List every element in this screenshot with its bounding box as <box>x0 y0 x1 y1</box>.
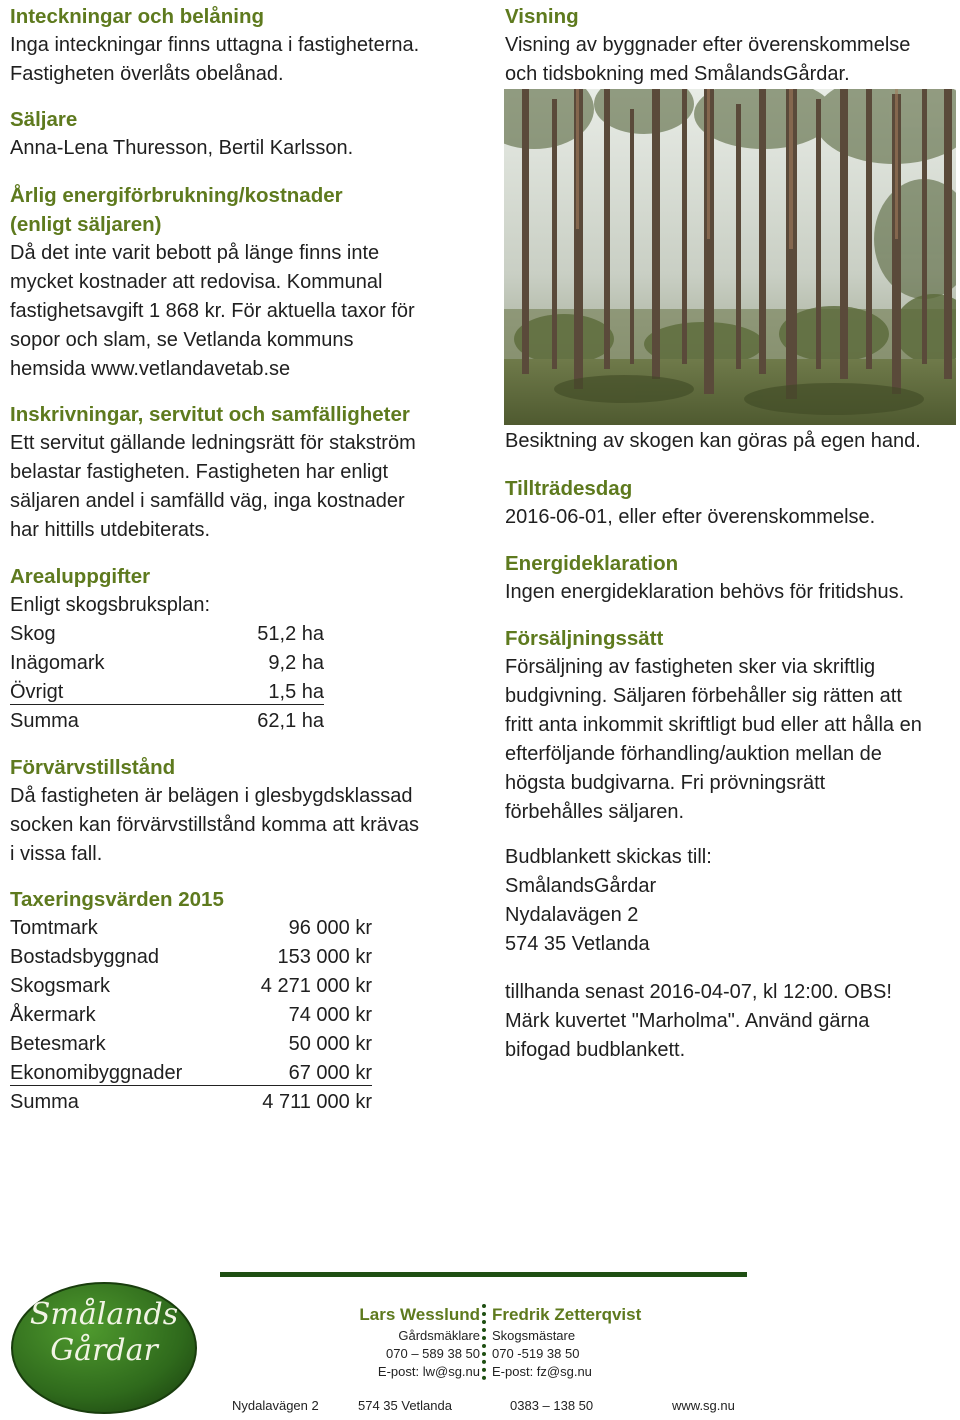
heading-energi: Årlig energiförbrukning/kostnader <box>10 184 343 207</box>
section-budblankett <box>505 843 957 959</box>
section-areal <box>10 562 340 736</box>
text-line: högsta budgivarna. Fri prövningsrätt <box>505 772 826 794</box>
heading-visning: Visning <box>505 5 579 28</box>
text-line: i vissa fall. <box>10 843 103 865</box>
heading-forvarv: Förvärvstillstånd <box>10 756 176 779</box>
taxering-label: Summa <box>10 1091 79 1113</box>
taxering-label: Ekonomibyggnader <box>10 1062 183 1084</box>
areal-value: 1,5 ha <box>268 681 324 703</box>
text-line: fritt anta inkommit skriftligt bud eller att hålla en <box>505 714 922 736</box>
areal-label: Skog <box>10 623 56 645</box>
agent-phone: 070 – 589 38 50 <box>386 1346 480 1361</box>
section-forvarv <box>10 753 490 869</box>
agent-card-fredrik <box>492 1303 692 1381</box>
agent-card-lars <box>330 1303 480 1381</box>
section-forsaljning <box>505 624 960 827</box>
agent-email[interactable]: E-post: lw@sg.nu <box>377 1364 480 1379</box>
smalands-gardar-logo <box>10 1281 198 1415</box>
agent-name: Lars Wesslund <box>359 1305 480 1324</box>
agent-email[interactable]: E-post: fz@sg.nu <box>492 1364 592 1379</box>
taxering-label: Skogsmark <box>10 975 111 997</box>
heading-saljare: Säljare <box>10 108 78 131</box>
taxering-label: Tomtmark <box>10 917 98 939</box>
text-line: socken kan förvärvstillstånd komma att krävas <box>10 814 420 836</box>
forest-photo <box>504 89 956 425</box>
text-line: Budblankett skickas till: <box>505 846 712 868</box>
text-line: fastighetsavgift 1 868 kr. För aktuella taxor för <box>10 300 415 322</box>
areal-row <box>10 649 340 678</box>
text-line: SmålandsGårdar <box>505 875 657 897</box>
text-line: belastar fastigheten. Fastigheten har enligt <box>10 461 389 483</box>
text-line: Inga inteckningar finns uttagna i fastigheterna. <box>10 34 420 56</box>
section-tillhanda <box>505 978 957 1065</box>
areal-value: 51,2 ha <box>257 623 324 645</box>
areal-value: 9,2 ha <box>268 652 324 674</box>
agent-phone: 070 -519 38 50 <box>492 1346 580 1361</box>
taxering-value: 96 000 kr <box>288 917 372 939</box>
text-line: efterföljande förhandling/auktion mellan de <box>505 743 882 765</box>
taxering-row <box>10 972 390 1001</box>
text-line: bifogad budblankett. <box>505 1039 686 1061</box>
text-line: mycket kostnader att redovisa. Kommunal <box>10 271 383 293</box>
section-energi <box>10 181 490 384</box>
footer-address: Nydalavägen 2 <box>232 1398 319 1413</box>
taxering-value: 74 000 kr <box>288 1004 372 1026</box>
taxering-label: Bostadsbyggnad <box>10 946 160 968</box>
text-line: Visning av byggnader efter överenskommelse <box>505 34 911 56</box>
taxering-row <box>10 1001 390 1030</box>
areal-intro: Enligt skogsbruksplan: <box>10 594 211 616</box>
taxering-value: 4 711 000 kr <box>262 1091 372 1113</box>
text-line: förbehålles säljaren. <box>505 801 684 823</box>
heading-inskrivningar: Inskrivningar, servitut och samfälligheter <box>10 403 410 426</box>
section-visning <box>505 2 957 89</box>
photo-caption-block <box>505 427 957 456</box>
text-line: sopor och slam, se Vetlanda kommuns <box>10 329 354 351</box>
text-line: säljaren andel i samfälld väg, inga kostnader <box>10 490 405 512</box>
section-inskrivningar <box>10 400 490 545</box>
areal-row <box>10 707 340 736</box>
footer-rule <box>220 1272 747 1277</box>
photo-caption: Besiktning av skogen kan göras på egen hand. <box>505 430 921 452</box>
taxering-row <box>10 1059 390 1088</box>
footer-web-link[interactable]: www.sg.nu <box>672 1398 735 1413</box>
section-taxering <box>10 885 390 1117</box>
heading-inteckningar: Inteckningar och belåning <box>10 5 265 28</box>
text-line: Anna-Lena Thuresson, Bertil Karlsson. <box>10 137 354 159</box>
text-line: Ett servitut gällande ledningsrätt för stakström <box>10 432 416 454</box>
areal-label: Inägomark <box>10 652 105 674</box>
text-line: Märk kuvertet "Marholma". Använd gärna <box>505 1010 870 1032</box>
heading-energideklaration: Energideklaration <box>505 552 679 575</box>
text-line: Ingen energideklaration behövs för fritidshus. <box>505 581 905 603</box>
text-line: Då fastigheten är belägen i glesbygdsklassad <box>10 785 413 807</box>
text-line: Försäljning av fastigheten sker via skriftlig <box>505 656 876 678</box>
areal-row <box>10 678 340 707</box>
text-line: 2016-06-01, eller efter överenskommelse. <box>505 506 876 528</box>
heading-energi-sub: (enligt säljaren) <box>10 213 162 236</box>
taxering-label: Åkermark <box>10 1004 96 1026</box>
text-line: 574 35 Vetlanda <box>505 933 650 955</box>
taxering-value: 4 271 000 kr <box>260 975 372 997</box>
areal-label: Övrigt <box>10 681 64 703</box>
taxering-value: 153 000 kr <box>277 946 372 968</box>
section-energideklaration <box>505 549 957 607</box>
taxering-value: 50 000 kr <box>288 1033 372 1055</box>
heading-tilltrade: Tillträdesdag <box>505 477 633 500</box>
text-line: Då det inte varit bebott på länge finns inte <box>10 242 380 264</box>
section-saljare <box>10 105 490 163</box>
sum-divider <box>10 704 324 706</box>
taxering-value: 67 000 kr <box>288 1062 372 1084</box>
text-line: Fastigheten överlåts obelånad. <box>10 63 284 85</box>
text-line: och tidsbokning med SmålandsGårdar. <box>505 63 850 85</box>
sum-divider <box>10 1085 372 1087</box>
text-line: Nydalavägen 2 <box>505 904 639 926</box>
text-line: hemsida www.vetlandavetab.se <box>10 358 291 380</box>
footer-separator <box>482 1304 490 1380</box>
taxering-label: Betesmark <box>10 1033 106 1055</box>
footer-city: 574 35 Vetlanda <box>358 1398 452 1413</box>
agent-name: Fredrik Zetterqvist <box>492 1305 642 1324</box>
areal-label: Summa <box>10 710 79 732</box>
forest-photo-drawing <box>504 89 956 425</box>
logo-text-line2: Gårdar <box>50 1333 158 1368</box>
logo-text-line1: Smålands <box>29 1297 179 1332</box>
text-line: budgivning. Säljaren förbehåller sig rätten att <box>505 685 902 707</box>
taxering-row <box>10 914 390 943</box>
taxering-row <box>10 943 390 972</box>
text-line: har hittills utdebiterats. <box>10 519 211 541</box>
logo-text <box>10 1297 198 1369</box>
agent-role: Skogsmästare <box>492 1328 576 1343</box>
footer-phone: 0383 – 138 50 <box>510 1398 594 1413</box>
heading-areal: Arealuppgifter <box>10 565 151 588</box>
taxering-row <box>10 1030 390 1059</box>
heading-forsaljning: Försäljningssätt <box>505 627 664 650</box>
agent-role: Gårdsmäklare <box>398 1328 480 1343</box>
heading-taxering: Taxeringsvärden 2015 <box>10 888 224 911</box>
areal-value: 62,1 ha <box>257 710 324 732</box>
section-inteckningar <box>10 2 490 89</box>
areal-row <box>10 620 340 649</box>
taxering-row <box>10 1088 390 1117</box>
section-tilltrade <box>505 474 957 532</box>
text-line: tillhanda senast 2016-04-07, kl 12:00. OBS! <box>505 981 892 1003</box>
